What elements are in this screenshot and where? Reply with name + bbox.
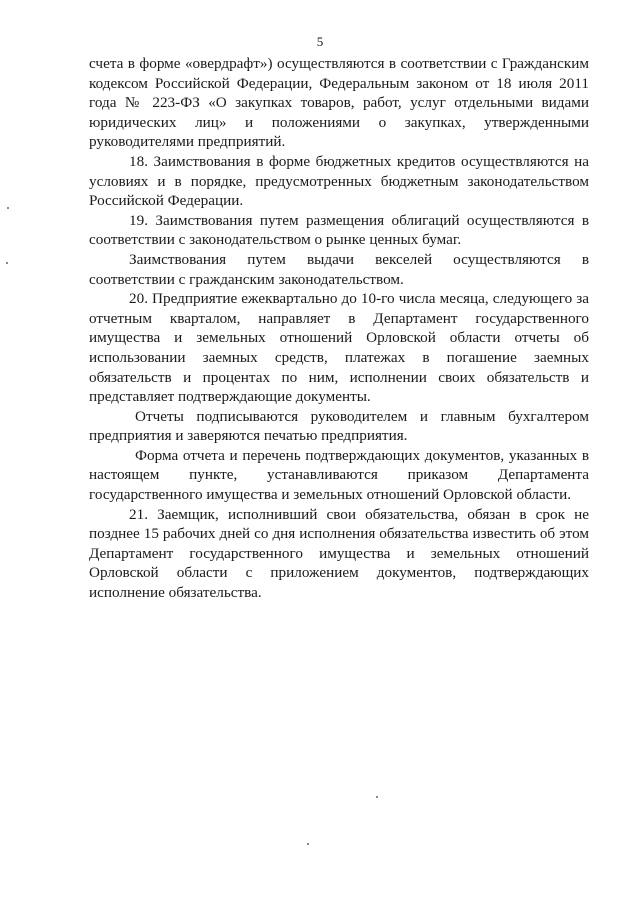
paragraph-19: 19. Заимствования путем размещения облигаций осуществляются в соответствии с законодательством о рынке ценных бумаг. — [89, 211, 589, 249]
paragraph-19-bills: Заимствования путем выдачи векселей осуществляются в соответствии с гражданским законодательством. — [89, 250, 589, 288]
scan-speck — [376, 796, 378, 798]
paragraph-21: 21. Заемщик, исполнивший свои обязательства, обязан в срок не позднее 15 рабочих дней со дня исполнения обязательства известить об этом Департамент государственного имущества и земельных отношений Орловской области с приложением документов, подтверждающих исполнение обязательства. — [89, 505, 589, 602]
paragraph-17-continuation: счета в форме «овердрафт») осуществляются в соответствии с Гражданским кодексом Российской Федерации, Федеральным законом от 18 июля 2011 года № 223-ФЗ «О закупках товаров, работ, услуг отдельными видами юридических лиц» и положениями о закупках, утвержденными руководителями предприятий. — [89, 55, 589, 151]
scan-speck — [307, 843, 309, 845]
paragraph-20-form: Форма отчета и перечень подтверждающих документов, указанных в настоящем пункте, устанавливаются приказом Департамента государственного имущества и земельных отношений Орловской области. — [89, 446, 589, 504]
scan-speck — [6, 262, 8, 264]
paragraph-20-reports: Отчеты подписываются руководителем и главным бухгалтером предприятия и заверяются печатью предприятия. — [89, 407, 589, 445]
page-number: 5 — [316, 34, 324, 49]
paragraph-18: 18. Заимствования в форме бюджетных кредитов осуществляются на условиях и в порядке, предусмотренных бюджетным законодательством Российской Федерации. — [89, 152, 589, 210]
scan-speck — [7, 207, 9, 209]
paragraph-20: 20. Предприятие ежеквартально до 10-го числа месяца, следующего за отчетным кварталом, направляет в Департамент государственного имущества и земельных отношений Орловской области отчеты об использовании заемных средств, платежах в погашение заемных обязательств и процентах по ним, исполнении своих обязательств и представляет подтверждающие документы. — [89, 290, 589, 406]
document-body — [89, 54, 589, 603]
